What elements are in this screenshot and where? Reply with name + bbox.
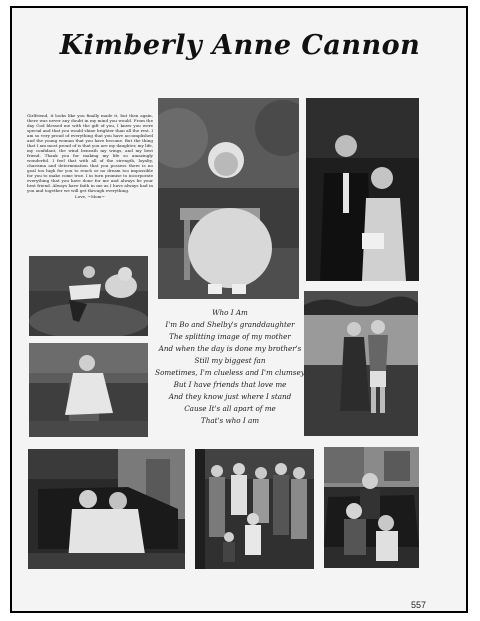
poem-line: The splitting image of my mother [169,332,291,341]
poem-line: Cause It's all apart of me [184,404,276,413]
poem [150,307,310,427]
letter-signature: Love, ~Mom~ [75,194,105,199]
page-number: 557 [411,600,427,610]
photo-girl-with-dog [29,256,148,336]
poem-line: But I have friends that love me [173,380,287,389]
poem-line: Still my biggest fan [194,356,266,365]
poem-line: And they know just where I stand [168,392,292,401]
photo-prom-couple [306,98,419,281]
photo-two-girls-car [28,449,185,569]
photo-woman-on-couch [29,343,148,437]
page-title: Kimberly Anne Cannon [59,30,421,61]
photo-toddler-bonnet [158,98,299,299]
photo-family-group [195,449,314,569]
letter-text [27,113,153,199]
poem-line: And when the day is done my brother's [158,344,302,353]
letter-body: Girlfriend, it looks like you finally made it, but then again, there was never any doubt in my mind you would. From the day God blessed me with the gift of you, I knew you were special and that you would shine brighter than all the rest. I am so very proud of everything that you have accomplished and the young woman that you have become. But the thing that I am most proud of is that you are my daughter, my life, my confidant, the wind beneath my wings, and my best friend. Thank you for making my life so amazingly wonderful. I feel that with all of the strength, loyalty, charisma and determination that you possess there is no goal too high for you to reach or no dream too impossible for you to make come true. I in turn promise to incorporate everything that you have done for me and always be your best friend. Always have faith in me as I have always had in you and together we will get through everything. [27,113,153,193]
photo-boys-car [324,447,419,568]
poem-line: That's who I am [200,416,260,425]
poem-line: I'm Bo and Shelby's granddaughter [165,320,295,329]
poem-line: Sometimes, I'm clueless and I'm clumsey [155,368,305,377]
photo-two-women-lake [304,291,418,436]
poem-line: Who I Am [212,308,248,317]
